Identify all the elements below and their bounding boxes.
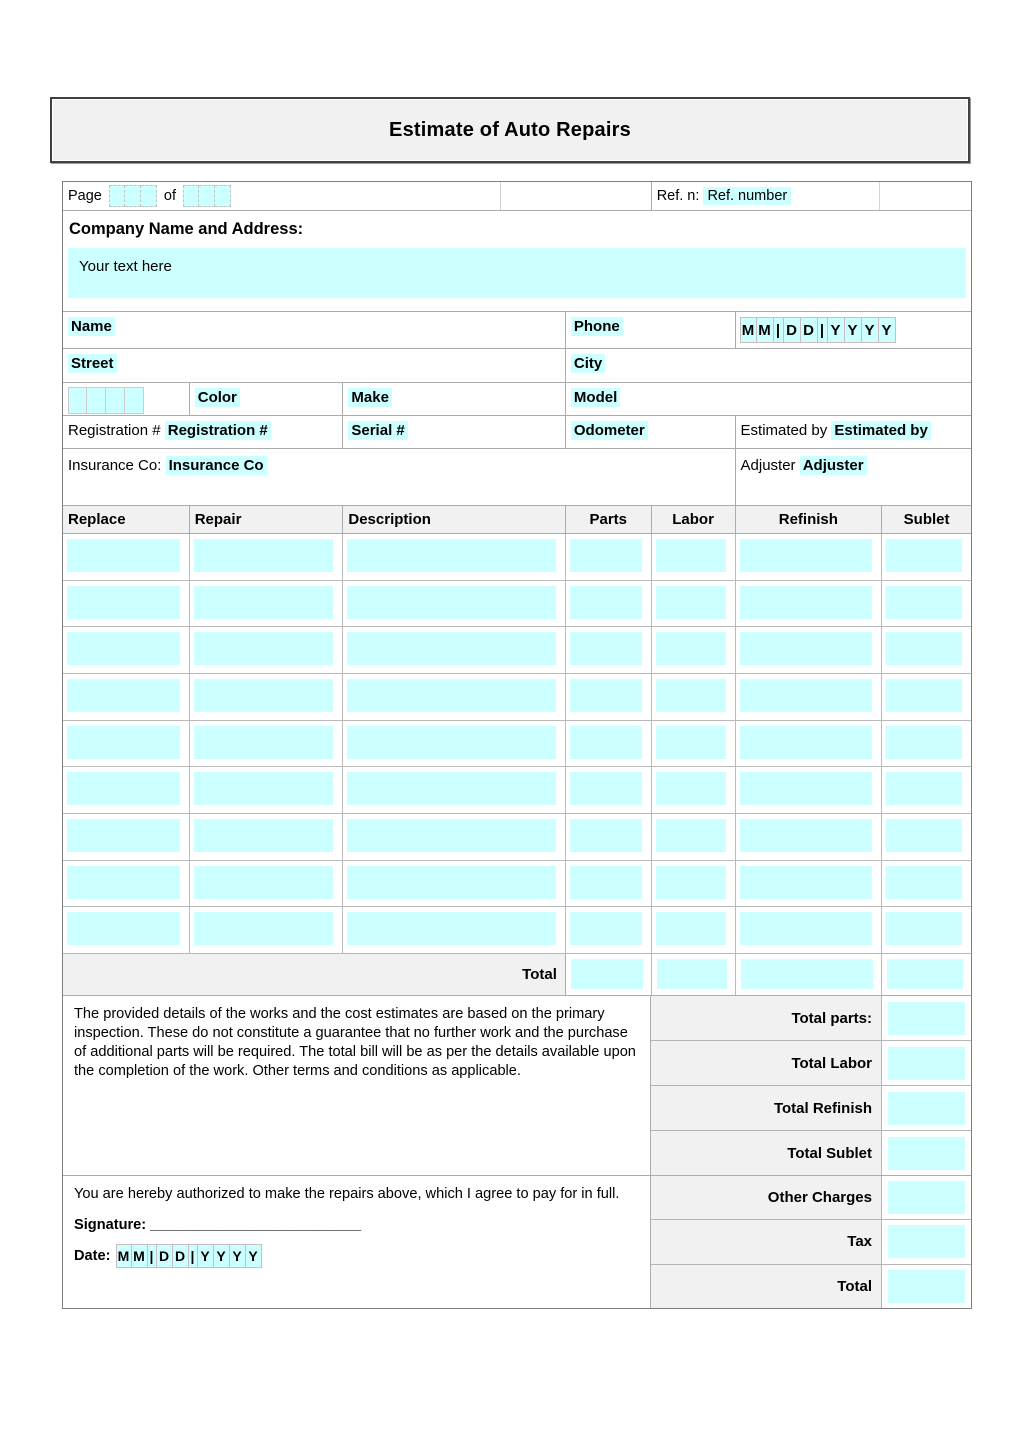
repair-input[interactable]: [194, 632, 334, 665]
parts-cell: [566, 581, 652, 627]
authorization-cell: [63, 1176, 651, 1308]
total-refinish-input-cell: [882, 1086, 971, 1130]
labor-cell: [652, 814, 736, 860]
odometer-field[interactable]: Odometer: [571, 421, 648, 440]
tax-row: [651, 1220, 971, 1264]
page-label: Page: [68, 188, 102, 204]
year-box[interactable]: [68, 387, 87, 414]
repair-input[interactable]: [194, 912, 334, 945]
description-cell: [343, 907, 566, 953]
company-section: [63, 211, 971, 312]
estimate-table-header: [63, 506, 971, 534]
replace-input[interactable]: [67, 632, 180, 665]
date-char-box[interactable]: M: [757, 317, 774, 343]
date-char-box[interactable]: D: [157, 1244, 173, 1268]
date-char-box[interactable]: M: [740, 317, 757, 343]
tax-input[interactable]: [888, 1225, 965, 1258]
refinish-input[interactable]: [740, 726, 873, 759]
form-title-box: [50, 97, 970, 163]
date-char-box[interactable]: Y: [828, 317, 845, 343]
total-sublet-cell: [882, 954, 971, 995]
description-cell: [343, 814, 566, 860]
parts-input[interactable]: [570, 866, 642, 899]
date-char-box[interactable]: |: [189, 1244, 198, 1268]
refinish-input[interactable]: [740, 586, 873, 619]
name-phone-row: [63, 312, 971, 349]
parts-cell: [566, 534, 652, 580]
grand-total-row: [651, 1265, 971, 1308]
description-input[interactable]: [347, 632, 556, 665]
street-field[interactable]: Street: [68, 354, 117, 373]
header-refinish: Refinish: [736, 506, 883, 533]
registration-field[interactable]: Registration #: [165, 421, 271, 440]
sublet-input[interactable]: [886, 539, 962, 572]
estimated-by-label: Estimated by: [740, 422, 828, 439]
estimated-by-cell: [736, 416, 971, 448]
color-field[interactable]: Color: [195, 388, 240, 407]
date-char-box[interactable]: D: [801, 317, 818, 343]
name-cell: [63, 312, 566, 348]
description-cell: [343, 534, 566, 580]
parts-input[interactable]: [570, 912, 642, 945]
header-labor: Labor: [652, 506, 736, 533]
parts-cell: [566, 627, 652, 673]
replace-cell: [63, 907, 190, 953]
tax-input-cell: [882, 1220, 971, 1263]
terms-text: The provided details of the works and the cost estimates are based on the primary inspection. These do not constitute a guarantee that no further work and the purchase of additional parts will be required. The total bill will be as per the details available upon the completion of the work. Other terms and conditions as applicable.: [74, 1006, 636, 1079]
parts-cell: [566, 767, 652, 813]
refinish-cell: [736, 907, 883, 953]
parts-cell: [566, 907, 652, 953]
total-parts-col-input[interactable]: [571, 959, 643, 989]
ref-label: Ref. n:: [656, 188, 700, 204]
page-box[interactable]: [109, 185, 125, 207]
labor-input[interactable]: [656, 726, 726, 759]
table-row: [63, 581, 971, 628]
other-charges-input[interactable]: [888, 1181, 965, 1214]
date-field[interactable]: [740, 317, 896, 343]
labor-cell: [652, 907, 736, 953]
terms-cell: [63, 996, 651, 1175]
description-input[interactable]: [347, 912, 556, 945]
page-number-input[interactable]: [109, 185, 157, 207]
total-refinish-cell: [736, 954, 883, 995]
header-description: Description: [343, 506, 565, 533]
color-cell: [190, 383, 344, 415]
other-charges-label: Other Charges: [651, 1176, 882, 1219]
replace-cell: [63, 767, 190, 813]
date-label: Date:: [74, 1248, 111, 1264]
refinish-cell: [736, 861, 883, 907]
repair-cell: [190, 534, 344, 580]
refinish-cell: [736, 534, 883, 580]
page-box[interactable]: [215, 185, 231, 207]
company-address-field[interactable]: Your text here: [68, 248, 966, 298]
description-cell: [343, 627, 566, 673]
labor-cell: [652, 861, 736, 907]
parts-cell: [566, 814, 652, 860]
replace-input[interactable]: [67, 866, 180, 899]
model-field[interactable]: Model: [571, 388, 620, 407]
date-char-box[interactable]: Y: [879, 317, 896, 343]
labor-input[interactable]: [656, 866, 726, 899]
company-heading: Company Name and Address:: [69, 220, 304, 238]
labor-input[interactable]: [656, 772, 726, 805]
description-input[interactable]: [347, 819, 556, 852]
year-box[interactable]: [87, 387, 106, 414]
page-total-input[interactable]: [183, 185, 231, 207]
labor-input[interactable]: [656, 819, 726, 852]
total-label: Total: [63, 954, 566, 995]
total-parts-row: [651, 996, 971, 1041]
total-labor-row: [651, 1041, 971, 1086]
description-input[interactable]: [347, 586, 556, 619]
refinish-cell: [736, 767, 883, 813]
total-refinish-input[interactable]: [888, 1092, 965, 1125]
phone-field[interactable]: Phone: [571, 317, 623, 336]
column-total-row: [63, 954, 971, 996]
total-refinish-row: [651, 1086, 971, 1131]
labor-cell: [652, 627, 736, 673]
description-input[interactable]: [347, 866, 556, 899]
table-row: [63, 907, 971, 954]
header-sublet: Sublet: [903, 511, 950, 528]
serial-cell: [343, 416, 566, 448]
labor-input[interactable]: [656, 539, 726, 572]
total-parts-label: Total parts:: [651, 996, 882, 1040]
other-charges-row: [651, 1176, 971, 1220]
page-title: Estimate of Auto Repairs: [389, 118, 631, 141]
labor-cell: [652, 767, 736, 813]
ref-number-field[interactable]: Ref. number: [703, 187, 791, 205]
refinish-input[interactable]: [740, 819, 873, 852]
grand-total-input-cell: [882, 1265, 971, 1308]
replace-input[interactable]: [67, 586, 180, 619]
street-city-row: [63, 349, 971, 383]
sublet-cell: [882, 861, 971, 907]
date-char-box[interactable]: Y: [845, 317, 862, 343]
labor-cell: [652, 674, 736, 720]
sublet-input[interactable]: [886, 866, 962, 899]
date-cell: [736, 312, 971, 348]
date-char-box[interactable]: Y: [230, 1244, 246, 1268]
city-field[interactable]: City: [571, 354, 605, 373]
total-labor-col-input[interactable]: [657, 959, 727, 989]
labor-input[interactable]: [656, 632, 726, 665]
refinish-input[interactable]: [740, 912, 873, 945]
labor-cell: [652, 581, 736, 627]
repair-cell: [190, 907, 344, 953]
year-field[interactable]: [68, 387, 184, 414]
total-labor-input[interactable]: [888, 1047, 965, 1080]
sublet-input[interactable]: [886, 772, 962, 805]
ref-number-cell: [652, 182, 881, 210]
total-refinish-col-input[interactable]: [741, 959, 874, 989]
repair-cell: [190, 674, 344, 720]
replace-cell: [63, 814, 190, 860]
total-labor-label: Total Labor: [651, 1041, 882, 1085]
estimate-form: [62, 181, 972, 1309]
estimate-table-body: [63, 534, 971, 954]
sublet-cell: [882, 814, 971, 860]
parts-input[interactable]: [570, 679, 642, 712]
insurance-label: Insurance Co:: [68, 457, 162, 474]
sublet-cell: [882, 627, 971, 673]
header-repair: Repair: [190, 506, 344, 533]
insurance-field[interactable]: Insurance Co: [166, 456, 267, 475]
year-cell: [63, 383, 190, 415]
description-cell: [343, 861, 566, 907]
replace-cell: [63, 674, 190, 720]
page-box[interactable]: [183, 185, 199, 207]
street-cell: [63, 349, 566, 382]
table-row: [63, 814, 971, 861]
sublet-input[interactable]: [886, 586, 962, 619]
total-refinish-label: Total Refinish: [651, 1086, 882, 1130]
date-char-box[interactable]: Y: [198, 1244, 214, 1268]
name-field[interactable]: Name: [68, 317, 115, 336]
page-box[interactable]: [199, 185, 215, 207]
other-charges-input-cell: [882, 1176, 971, 1219]
page-of-label: of: [163, 188, 176, 204]
description-input[interactable]: [347, 772, 556, 805]
sublet-cell: [882, 534, 971, 580]
date-char-box[interactable]: Y: [214, 1244, 230, 1268]
estimated-by-field[interactable]: Estimated by: [831, 421, 930, 440]
date-char-box[interactable]: D: [784, 317, 801, 343]
replace-input[interactable]: [67, 539, 180, 572]
replace-input[interactable]: [67, 819, 180, 852]
total-sublet-label: Total Sublet: [651, 1131, 882, 1175]
total-sublet-input[interactable]: [888, 1137, 965, 1170]
repair-input[interactable]: [194, 866, 334, 899]
labor-cell: [652, 721, 736, 767]
parts-cell: [566, 721, 652, 767]
insurance-cell: [63, 449, 736, 505]
grand-total-input[interactable]: [888, 1270, 965, 1303]
description-cell: [343, 721, 566, 767]
replace-cell: [63, 627, 190, 673]
repair-cell: [190, 581, 344, 627]
repair-cell: [190, 721, 344, 767]
sublet-cell: [882, 767, 971, 813]
description-cell: [343, 674, 566, 720]
parts-input[interactable]: [570, 539, 642, 572]
labor-cell: [652, 534, 736, 580]
total-sublet-row: [651, 1131, 971, 1175]
parts-input[interactable]: [570, 726, 642, 759]
totals-sidebar: [651, 996, 971, 1175]
table-row: [63, 861, 971, 908]
replace-input[interactable]: [67, 912, 180, 945]
page-box[interactable]: [125, 185, 141, 207]
parts-input[interactable]: [570, 772, 642, 805]
replace-input[interactable]: [67, 772, 180, 805]
repair-cell: [190, 814, 344, 860]
refinish-cell: [736, 721, 883, 767]
parts-cell: [566, 861, 652, 907]
insurance-row: [63, 449, 971, 506]
description-input[interactable]: [347, 539, 556, 572]
refinish-input[interactable]: [740, 866, 873, 899]
year-box[interactable]: [125, 387, 144, 414]
table-row: [63, 534, 971, 581]
table-row: [63, 627, 971, 674]
refinish-input[interactable]: [740, 632, 873, 665]
sublet-cell: [882, 721, 971, 767]
parts-input[interactable]: [570, 586, 642, 619]
header-parts: Parts: [566, 506, 652, 533]
labor-input[interactable]: [656, 586, 726, 619]
signature-label: Signature:: [74, 1217, 147, 1233]
refinish-input[interactable]: [740, 772, 873, 805]
authorization-section: [63, 1176, 971, 1308]
sublet-cell: [882, 907, 971, 953]
serial-field[interactable]: Serial #: [348, 421, 407, 440]
sublet-input[interactable]: [886, 679, 962, 712]
repair-input[interactable]: [194, 586, 334, 619]
final-totals-sidebar: [651, 1176, 971, 1308]
parts-input[interactable]: [570, 819, 642, 852]
adjuster-cell: [736, 449, 971, 505]
registration-row: [63, 416, 971, 449]
sublet-input[interactable]: [886, 726, 962, 759]
registration-label: Registration #: [68, 422, 161, 439]
tax-label: Tax: [651, 1220, 882, 1263]
odometer-cell: [566, 416, 736, 448]
refinish-input[interactable]: [740, 539, 873, 572]
vehicle-row: [63, 383, 971, 416]
refinish-cell: [736, 581, 883, 627]
authorization-text: You are hereby authorized to make the repairs above, which I agree to pay for in full.: [74, 1186, 620, 1202]
replace-cell: [63, 861, 190, 907]
page-box[interactable]: [141, 185, 157, 207]
signature-date-field[interactable]: [116, 1244, 262, 1268]
date-char-box[interactable]: Y: [862, 317, 879, 343]
terms-section: [63, 996, 971, 1176]
description-input[interactable]: [347, 726, 556, 759]
refinish-cell: [736, 814, 883, 860]
total-parts-cell: [566, 954, 652, 995]
city-cell: [566, 349, 971, 382]
signature-line[interactable]: __________________________: [150, 1217, 362, 1233]
page-row-spacer: [880, 182, 971, 210]
total-parts-input-cell: [882, 996, 971, 1040]
sublet-input[interactable]: [886, 632, 962, 665]
repair-input[interactable]: [194, 679, 334, 712]
labor-input[interactable]: [656, 679, 726, 712]
date-char-box[interactable]: D: [173, 1244, 189, 1268]
signature-date-row: [74, 1244, 639, 1268]
repair-input[interactable]: [194, 726, 334, 759]
date-char-box[interactable]: |: [818, 317, 828, 343]
repair-input[interactable]: [194, 819, 334, 852]
registration-cell: [63, 416, 343, 448]
total-sublet-input-cell: [882, 1131, 971, 1175]
page-number-cell: [63, 182, 501, 210]
repair-input[interactable]: [194, 772, 334, 805]
replace-cell: [63, 534, 190, 580]
replace-input[interactable]: [67, 679, 180, 712]
table-row: [63, 721, 971, 768]
sublet-input[interactable]: [886, 912, 962, 945]
parts-cell: [566, 674, 652, 720]
date-char-box[interactable]: Y: [246, 1244, 262, 1268]
date-char-box[interactable]: M: [132, 1244, 148, 1268]
refinish-input[interactable]: [740, 679, 873, 712]
repair-cell: [190, 861, 344, 907]
replace-cell: [63, 581, 190, 627]
total-sublet-col-input[interactable]: [887, 959, 963, 989]
make-field[interactable]: Make: [348, 388, 392, 407]
make-cell: [343, 383, 566, 415]
replace-input[interactable]: [67, 726, 180, 759]
grand-total-label: Total: [651, 1265, 882, 1308]
replace-cell: [63, 721, 190, 767]
sublet-cell: [882, 674, 971, 720]
description-cell: [343, 767, 566, 813]
page-ref-row: [63, 182, 971, 211]
total-labor-input-cell: [882, 1041, 971, 1085]
repair-cell: [190, 627, 344, 673]
refinish-cell: [736, 627, 883, 673]
sublet-input[interactable]: [886, 819, 962, 852]
repair-input[interactable]: [194, 539, 334, 572]
phone-cell: [566, 312, 736, 348]
table-row: [63, 767, 971, 814]
repair-cell: [190, 767, 344, 813]
adjuster-field[interactable]: Adjuster: [800, 456, 867, 475]
signature-row: [74, 1217, 639, 1233]
total-parts-input[interactable]: [888, 1002, 965, 1035]
sublet-cell: [882, 581, 971, 627]
header-replace: Replace: [63, 506, 190, 533]
refinish-cell: [736, 674, 883, 720]
table-row: [63, 674, 971, 721]
date-char-box[interactable]: |: [774, 317, 784, 343]
adjuster-label: Adjuster: [740, 457, 796, 474]
year-box[interactable]: [106, 387, 125, 414]
date-char-box[interactable]: M: [116, 1244, 132, 1268]
total-labor-cell: [652, 954, 736, 995]
description-input[interactable]: [347, 679, 556, 712]
labor-input[interactable]: [656, 912, 726, 945]
model-cell: [566, 383, 971, 415]
date-char-box[interactable]: |: [148, 1244, 157, 1268]
description-cell: [343, 581, 566, 627]
parts-input[interactable]: [570, 632, 642, 665]
page-row-spacer: [501, 182, 652, 210]
